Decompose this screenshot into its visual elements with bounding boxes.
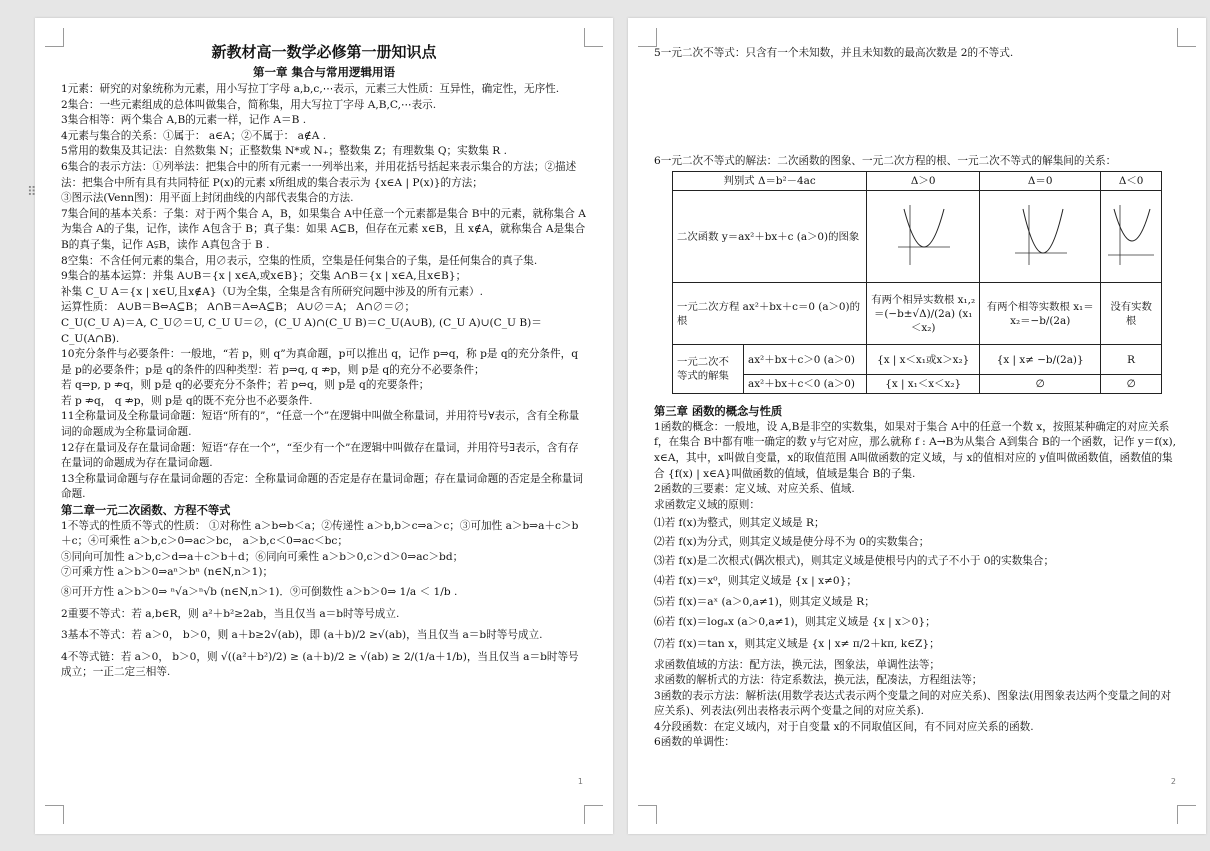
- paragraph: ⑺若 f(x)＝tan x，则其定义域是 {x | x≠ π/2＋kπ, k∈Z}；: [654, 637, 940, 650]
- paragraph: ⑦可乘方性 a＞b＞0⇒aⁿ＞bⁿ (n∈N,n＞1)；: [61, 566, 274, 579]
- page-number: 2: [1170, 777, 1176, 786]
- paragraph: 13全称量词命题与存在量词命题的否定：全称量词命题的否定是存在量词命题；存在量词命题的否定是全称量词命题.: [61, 472, 583, 501]
- chapter-2-title: 第二章一元二次函数、方程不等式: [61, 503, 231, 518]
- paragraph: 5一元二次不等式：只含有一个未知数，并且未知数的最高次数是 2的不等式.: [654, 47, 1014, 59]
- table-cell: 有两个相等实数根 x₁＝x₂＝−b/(2a): [980, 283, 1101, 345]
- paragraph: ⑴若 f(x)为整式，则其定义域是 R；: [654, 517, 825, 530]
- crop-mark: [638, 28, 657, 47]
- paragraph: ⑤同向可加性 a＞b,c＞d⇒a＋c＞b＋d；⑥同向可乘性 a＞b＞0,c＞d＞0⇒ac＞bd；: [61, 550, 464, 563]
- paragraph: 4不等式链：若 a＞0， b＞0，则 √((a²＋b²)/2) ≥ (a＋b)/2 ≥ √(ab) ≥ 2/(1/a＋1/b)，当且仅当 a＝b时等号成立；一正二定三相等.: [61, 650, 579, 679]
- table-cell: ∅: [1101, 375, 1162, 394]
- table-cell: R: [1101, 345, 1162, 375]
- paragraph: ⑶若 f(x)是二次根式(偶次根式)，则其定义域是使根号内的式子不小于 0的实数集合；: [654, 554, 1055, 567]
- table-row-label: 一元二次方程 ax²＋bx＋c＝0 (a＞0)的根: [673, 283, 867, 345]
- table-header-cell: Δ＜0: [1101, 172, 1162, 191]
- table-row: [673, 172, 1162, 191]
- table-cell: [867, 191, 980, 283]
- crop-mark: [45, 805, 64, 824]
- table-row: [673, 191, 1162, 283]
- paragraph: C_U(C_U A)＝A, C_U∅＝U, C_U U＝∅，(C_U A)∩(C_U B)＝C_U(A∪B), (C_U A)∪(C_U B)＝C_U(A∩B).: [61, 316, 542, 345]
- page-2-content: [654, 46, 1180, 751]
- crop-mark: [1177, 805, 1196, 824]
- paragraph: 5常用的数集及其记法：自然数集 N；正整数集 N*或 N₊；整数集 Z；有理数集 Q；实数集 R .: [61, 145, 507, 158]
- paragraph: 3集合相等：两个集合 A,B的元素一样，记作 A＝B .: [61, 114, 307, 127]
- document-title: 新教材高一数学必修第一册知识点: [211, 43, 437, 61]
- table-header-cell: Δ＝0: [980, 172, 1101, 191]
- table-cell: ax²＋bx＋c＞0 (a＞0): [744, 345, 867, 375]
- table-row: [673, 283, 1162, 345]
- table-cell: [980, 191, 1101, 283]
- table-header-cell: 判别式 Δ＝b²－4ac: [673, 172, 867, 191]
- paragraph: 3基本不等式：若 a＞0， b＞0，则 a＋b≥2√(ab)，即 (a＋b)/2 ≥√(ab)，当且仅当 a＝b时等号成立.: [61, 629, 543, 642]
- table-cell: 有两个相异实数根 x₁,₂＝(−b±√Δ)/(2a) (x₁＜x₂): [867, 283, 980, 345]
- table-cell: {x | x₁＜x＜x₂}: [867, 375, 980, 394]
- paragraph: 7集合间的基本关系：子集：对于两个集合 A，B，如果集合 A中任意一个元素都是集合 B中的元素，就称集合 A为集合 A的子集，记作，读作 A包含于 B；真子集：如果 A⊆B，但存在元素 x∈B，且 x∉A，就称集合 A是集合 B的真子集，记作 A⫋B，读作 A真包含于 B .: [61, 207, 586, 251]
- paragraph: 8空集：不含任何元素的集合，用∅表示，空集的性质，空集是任何集合的子集，是任何集合的真子集.: [61, 254, 538, 267]
- paragraph: 求函数的解析式的方法：待定系数法，换元法，配凑法，方程组法等；: [654, 674, 983, 687]
- paragraph: 4分段函数：在定义域内，对于自变量 x的不同取值区间，有不同对应关系的函数.: [654, 720, 1034, 733]
- paragraph: 1不等式的性质不等式的性质： ①对称性 a＞b⇔b＜a；②传递性 a＞b,b＞c⇒a＞c；③可加性 a＞b⇒a＋c＞b＋c；④可乘性 a＞b,c＞0⇒ac＞bc， a＞b,c＜0⇒ac＜bc；: [61, 519, 579, 548]
- table-row-label: 一元二次不等式的解集: [673, 345, 744, 394]
- paragraph: 6集合的表示方法：①列举法：把集合中的所有元素一一列举出来，并用花括号括起来表示集合的方法；②描述法：把集合中所有具有共同特征 P(x)的元素 x所组成的集合表示为 {x∈A | P(x)}的方法；: [61, 160, 577, 189]
- page-1-content: [61, 43, 587, 681]
- table-cell: {x | x≠ −b/(2a)}: [980, 345, 1101, 375]
- table-cell: ∅: [980, 375, 1101, 394]
- table-cell: [1101, 191, 1162, 283]
- paragraph: 6一元二次不等式的解法：二次函数的图象、一元二次方程的根、一元二次不等式的解集间的关系：: [654, 154, 1117, 167]
- table-row-label: 二次函数 y＝ax²＋bx＋c (a＞0)的图象: [673, 191, 867, 283]
- table-cell: 没有实数根: [1101, 283, 1162, 345]
- paragraph: 12存在量词及存在量词命题：短语“存在一个”，“至少有一个”在逻辑中叫做存在量词，并用符号∃表示，含有存在量词的命题成为存在量词命题.: [61, 441, 579, 470]
- table-row: [673, 345, 1162, 375]
- paragraph: 2重要不等式：若 a,b∈R，则 a²＋b²≥2ab，当且仅当 a＝b时等号成立.: [61, 607, 400, 620]
- parabola-two-roots-graph: [894, 203, 952, 267]
- paragraph: ⑹若 f(x)＝logₐx (a＞0,a≠1)，则其定义域是 {x | x＞0}；: [654, 616, 936, 629]
- document-page-1: [35, 18, 613, 834]
- paragraph: ⑷若 f(x)＝x⁰，则其定义域是 {x | x≠0}；: [654, 575, 857, 588]
- page-number: 1: [577, 777, 583, 786]
- table-header-cell: Δ＞0: [867, 172, 980, 191]
- crop-mark: [584, 805, 603, 824]
- paragraph: 9集合的基本运算：并集 A∪B＝{x | x∈A,或x∈B}；交集 A∩B＝{x | x∈A,且x∈B}；: [61, 270, 467, 283]
- paragraph: 1函数的概念：一般地，设 A,B是非空的实数集，如果对于集合 A中的任意一个数 x，按照某种确定的对应关系 f，在集合 B中都有唯一确定的数 y与它对应，那么就称 f : A→B为从集合 A到集合 B的一个函数，记作 y＝f(x), x∈A，其中，x叫做自变量，x的取值范围 A叫做函数的定义域，与 x的值相对应的 y值叫做函数值，函数值的集合 {f(x) | x∈A}叫做函数的值域，值域是集合 B的子集.: [654, 420, 1176, 480]
- paragraph: 运算性质： A∪B＝B⇔A⊆B； A∩B＝A⇔A⊆B； A∪∅＝A； A∩∅＝∅；: [61, 301, 416, 314]
- paragraph: 补集 C_U A＝{x | x∈U,且x∉A}（U为全集，全集是含有所研究问题中涉及的所有元素）.: [61, 285, 483, 298]
- paragraph: ⑵若 f(x)为分式，则其定义域是使分母不为 0的实数集合；: [654, 535, 930, 548]
- paragraph: 1元素：研究的对象统称为元素，用小写拉丁字母 a,b,c,⋯表示，元素三大性质：互异性，确定性，无序性.: [61, 83, 560, 95]
- paragraph: 2函数的三要素：定义域、对应关系、值域.: [654, 483, 855, 496]
- parabola-no-root-graph: [1106, 203, 1156, 267]
- paragraph: 求函数值域的方法：配方法，换元法，图象法，单调性法等；: [654, 658, 941, 671]
- paragraph: 若 p ⇏q， q ⇏p，则 p是 q的既不充分也不必要条件.: [61, 394, 313, 407]
- paragraph: 2集合：一些元素组成的总体叫做集合，简称集，用大写拉丁字母 A,B,C,⋯表示.: [61, 98, 437, 111]
- paragraph: 6函数的单调性：: [654, 736, 735, 749]
- paragraph: 11全称量词及全称量词命题：短语“所有的”，“任意一个”在逻辑中叫做全称量词，并用符号∀表示，含有全称量词的命题成为全称量词命题.: [61, 410, 580, 439]
- paragraph: 10充分条件与必要条件：一般地，“若 p，则 q”为真命题，p可以推出 q，记作 p⇒q，称 p是 q的充分条件，q是 p的必要条件；p是 q的条件的四种类型：若 p⇒q, q ⇏p，则 p是 q的充分不必要条件；: [61, 348, 578, 376]
- drag-handle-icon[interactable]: ⠿: [27, 185, 37, 200]
- paragraph: ⑧可开方性 a＞b＞0⇒ ⁿ√a＞ⁿ√b (n∈N,n＞1)．⑨可倒数性 a＞b＞0⇒ 1/a ＜ 1/b .: [61, 586, 458, 598]
- paragraph: ⑸若 f(x)＝aˣ (a＞0,a≠1)，则其定义域是 R；: [654, 595, 875, 608]
- table-cell: {x | x＜x₁或x＞x₂}: [867, 345, 980, 375]
- paragraph: 3函数的表示方法：解析法(用数学表达式表示两个变量之间的对应关系)、图象法(用图象表达两个变量之间的对应关系)、列表法(列出表格表示两个变量之间的对应关系).: [654, 689, 1172, 718]
- paragraph: ③图示法(Venn图)：用平面上封闭曲线的内部代表集合的方法.: [61, 192, 354, 205]
- crop-mark: [638, 805, 657, 824]
- crop-mark: [1177, 28, 1196, 47]
- document-page-2: [628, 18, 1206, 834]
- paragraph: 求函数定义域的原则：: [654, 498, 760, 511]
- table-row: [673, 375, 1162, 394]
- parabola-one-root-graph: [1011, 203, 1069, 267]
- quadratic-relations-table: [672, 171, 1162, 394]
- chapter-3-title: 第三章 函数的概念与性质: [654, 404, 783, 419]
- table-cell: ax²＋bx＋c＜0 (a＞0): [744, 375, 867, 394]
- chapter-1-title: 第一章 集合与常用逻辑用语: [252, 65, 395, 79]
- paragraph: 若 q⇒p, p ⇏q，则 p是 q的必要充分不条件；若 p⇔q，则 p是 q的充要条件；: [61, 379, 430, 392]
- paragraph: 4元素与集合的关系：①属于： a∈A；②不属于： a∉A .: [61, 129, 327, 142]
